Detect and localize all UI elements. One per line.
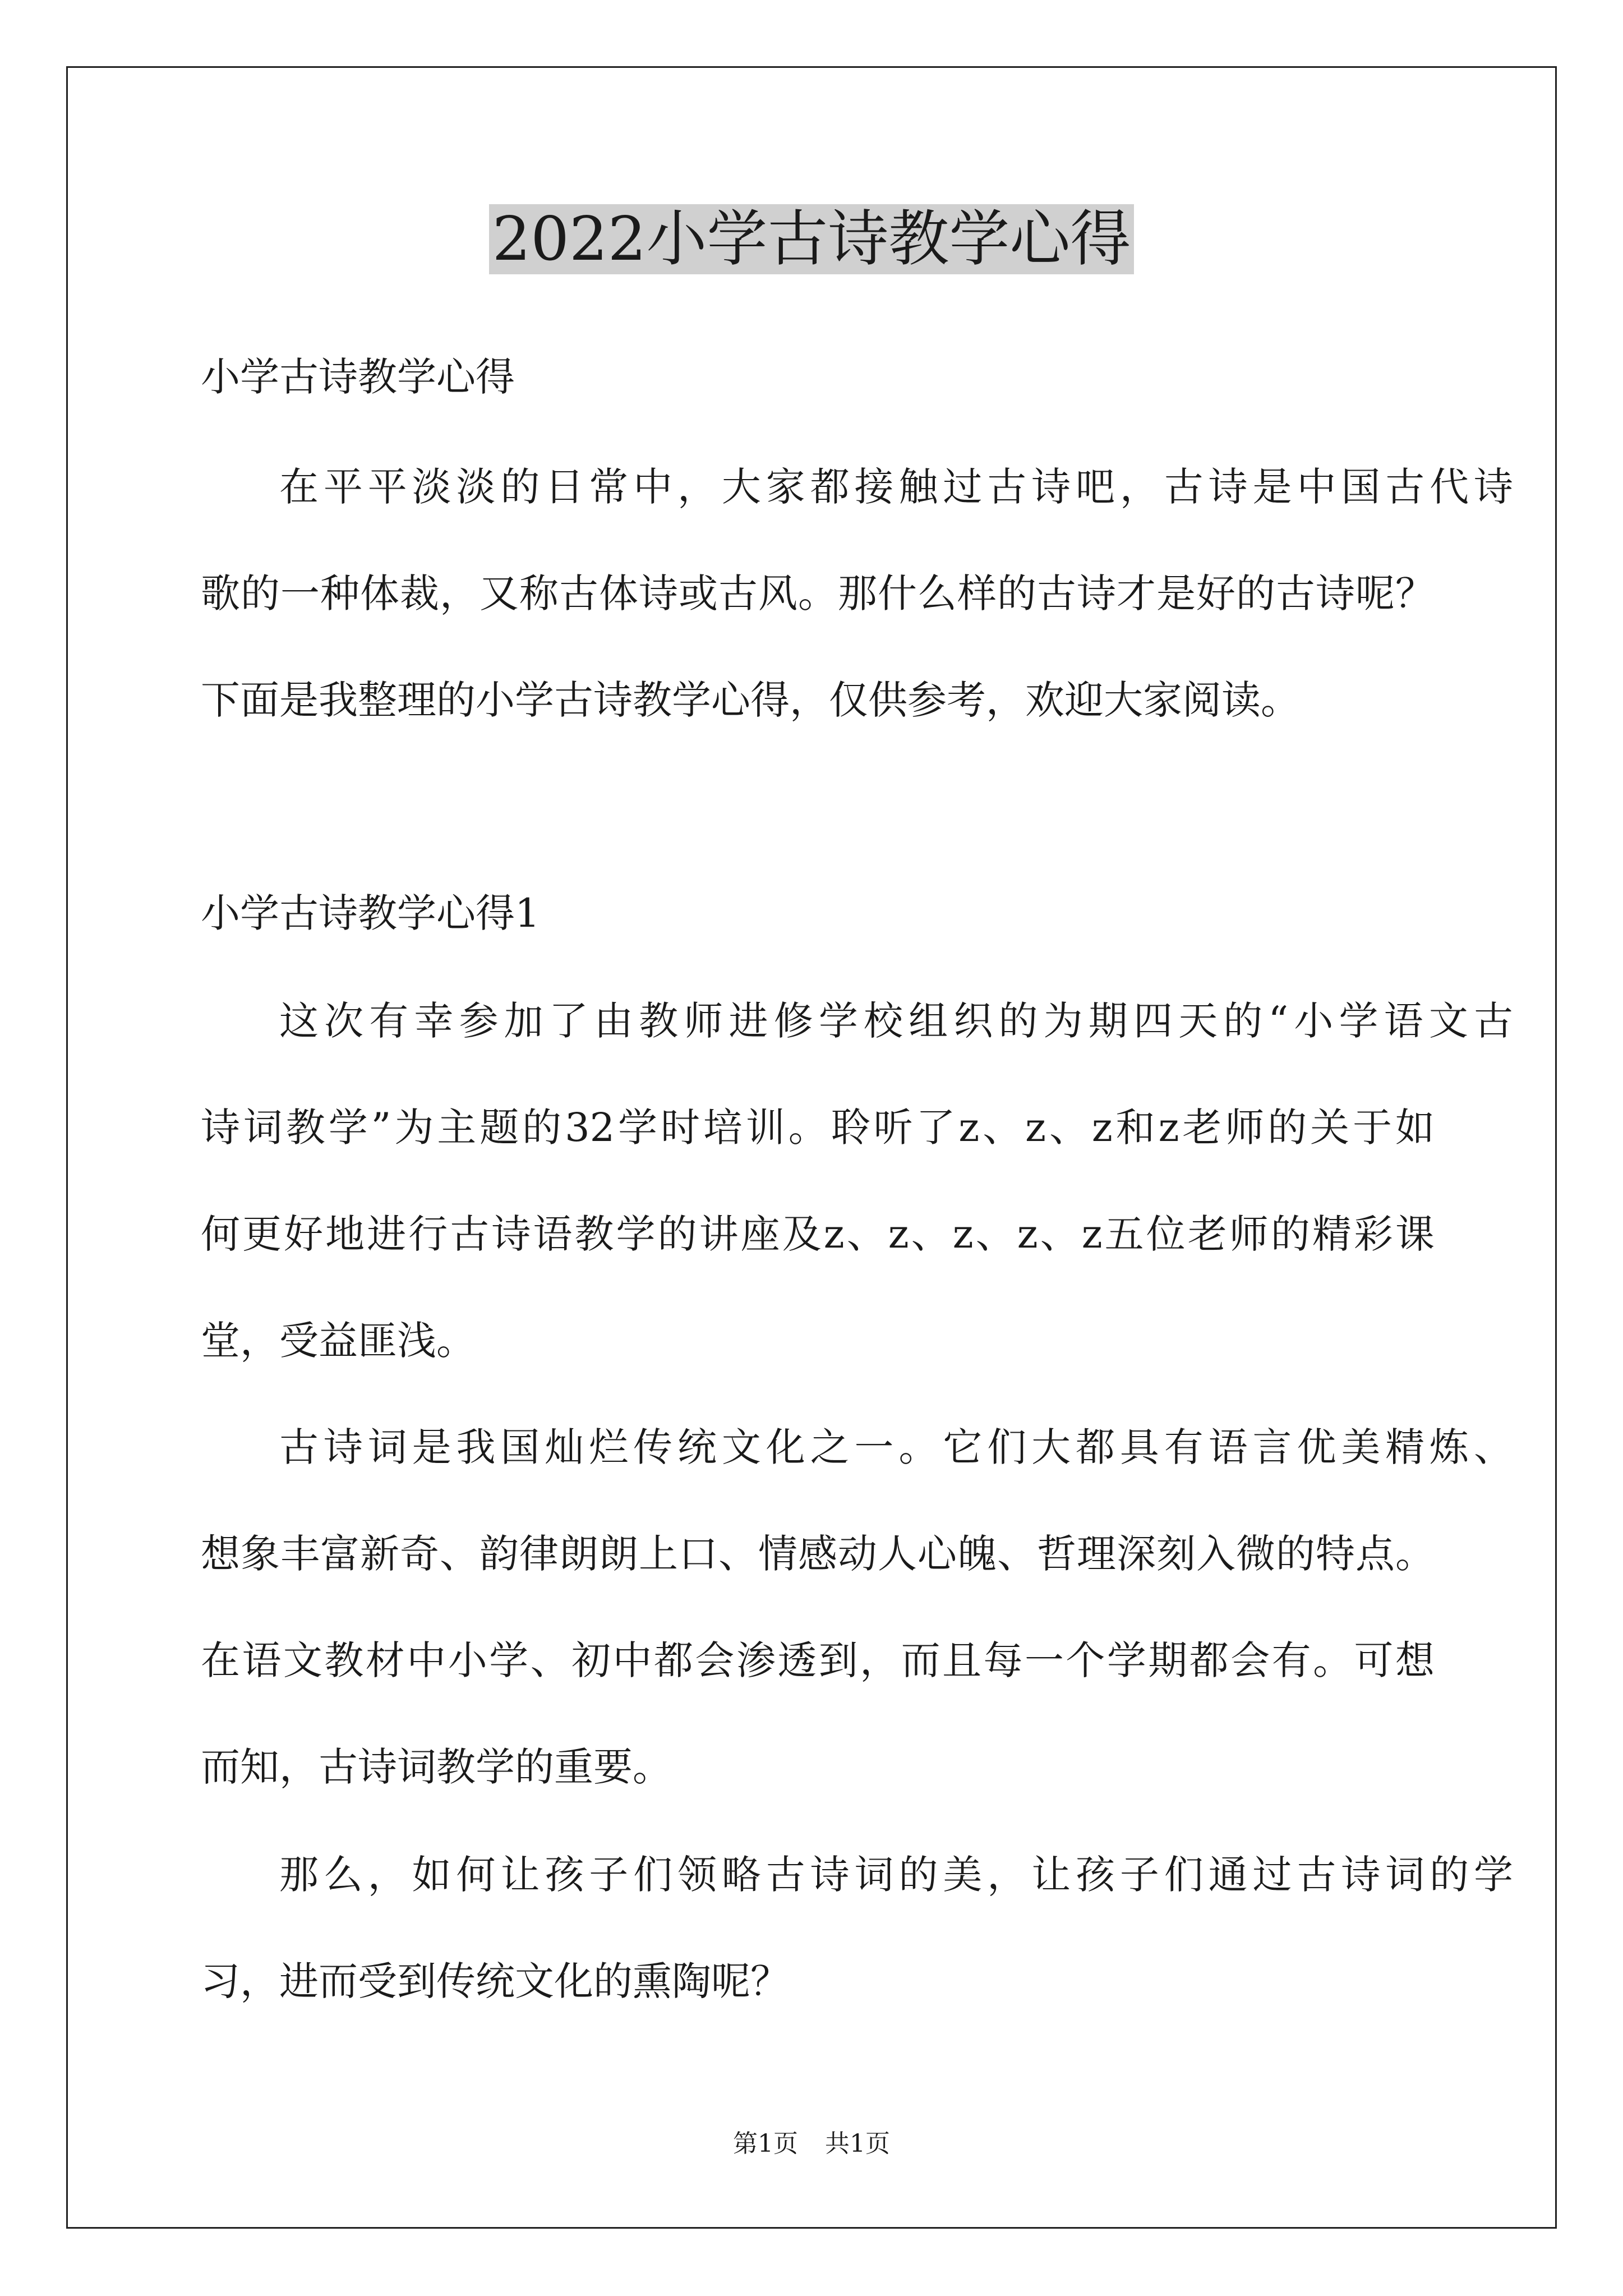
document-subtitle: 小学古诗教学心得 xyxy=(201,354,515,400)
para1-line: 这次有幸参加了由教师进修学校组织的为期四天的“小学语文古 xyxy=(279,998,1513,1044)
para2-line: 而知，古诗词教学的重要。 xyxy=(201,1744,672,1790)
para2-line: 在语文教材中小学、初中都会渗透到，而且每一个学期都会有。可想 xyxy=(201,1637,1435,1683)
document-title xyxy=(0,197,1623,282)
page-number-total: 共1页 xyxy=(825,2129,890,2158)
page-number-current: 第1页 xyxy=(733,2129,798,2158)
page-footer xyxy=(0,2127,1623,2161)
intro-line: 歌的一种体裁，又称古体诗或古风。那什么样的古诗才是好的古诗呢？ xyxy=(201,570,1435,616)
intro-line: 下面是我整理的小学古诗教学心得，仅供参考，欢迎大家阅读。 xyxy=(201,677,1300,723)
para2-line: 想象丰富新奇、韵律朗朗上口、情感动人心魄、哲理深刻入微的特点。 xyxy=(201,1531,1435,1577)
para1-line: 诗词教学”为主题的32学时培训。聆听了z、z、z和z老师的关于如 xyxy=(201,1105,1435,1151)
section-heading-1: 小学古诗教学心得1 xyxy=(201,890,540,936)
para3-line: 那么，如何让孩子们领略古诗词的美，让孩子们通过古诗词的学 xyxy=(279,1852,1513,1898)
intro-line: 在平平淡淡的日常中，大家都接触过古诗吧，古诗是中国古代诗 xyxy=(279,464,1513,510)
para3-line: 习，进而受到传统文化的熏陶呢？ xyxy=(201,1958,790,2004)
para1-line: 堂，受益匪浅。 xyxy=(201,1318,476,1364)
document-title-text: 2022小学古诗教学心得 xyxy=(489,204,1135,274)
para1-line: 何更好地进行古诗语教学的讲座及z、z、z、z、z五位老师的精彩课 xyxy=(201,1211,1435,1257)
para2-line: 古诗词是我国灿烂传统文化之一。它们大都具有语言优美精炼、 xyxy=(279,1424,1513,1470)
